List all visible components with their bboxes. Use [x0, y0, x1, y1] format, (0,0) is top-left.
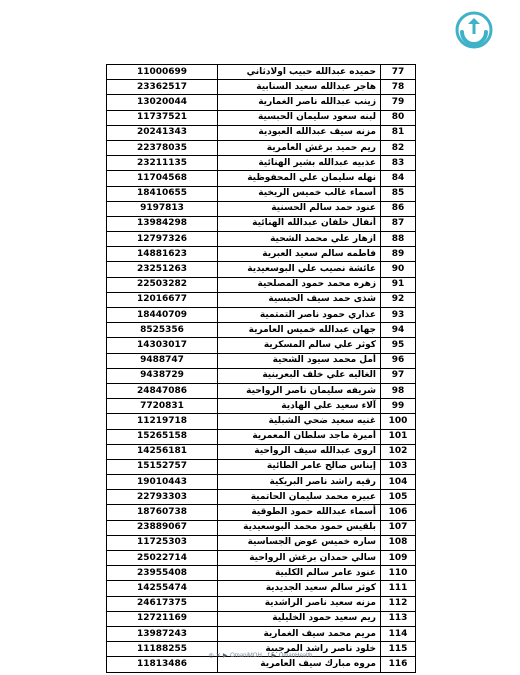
table-row — [107, 459, 416, 474]
table-row — [107, 596, 416, 611]
civil-id-cell: 14881623 — [107, 247, 218, 262]
civil-id-cell: 11725303 — [107, 535, 218, 550]
civil-id-cell: 13987243 — [107, 626, 218, 641]
civil-id-cell: 11737521 — [107, 110, 218, 125]
row-number-cell: 110 — [381, 566, 416, 581]
table-row — [107, 520, 416, 535]
row-number-cell: 113 — [381, 611, 416, 626]
row-number-cell: 101 — [381, 429, 416, 444]
name-cell: خلود ناصر راشد المرجبية — [218, 642, 381, 657]
civil-id-cell: 8525356 — [107, 323, 218, 338]
table-row — [107, 277, 416, 292]
row-number-cell: 80 — [381, 110, 416, 125]
name-cell: إيناس صالح عامر الطائية — [218, 459, 381, 474]
name-cell: مروه مبارك سيف العامرية — [218, 657, 381, 672]
row-number-cell: 82 — [381, 140, 416, 155]
name-cell: عذبيه عبدالله بشير الهنائية — [218, 156, 381, 171]
row-number-cell: 88 — [381, 232, 416, 247]
name-cell: فاطمه سالم سعيد العبرية — [218, 247, 381, 262]
instagram-icon: ◎ — [208, 653, 214, 659]
name-cell: شريفه سليمان ناصر الرواحية — [218, 383, 381, 398]
row-number-cell: 103 — [381, 459, 416, 474]
civil-id-cell: 14255474 — [107, 581, 218, 596]
civil-id-cell: 20241343 — [107, 125, 218, 140]
table-row — [107, 383, 416, 398]
name-cell: كوثر علي سالم المسكرية — [218, 338, 381, 353]
table-row — [107, 110, 416, 125]
civil-id-cell: 22503282 — [107, 277, 218, 292]
row-number-cell: 89 — [381, 247, 416, 262]
row-number-cell: 114 — [381, 626, 416, 641]
civil-id-cell: 15152757 — [107, 459, 218, 474]
table-row — [107, 368, 416, 383]
civil-id-cell: 18410655 — [107, 186, 218, 201]
row-number-cell: 78 — [381, 80, 416, 95]
table-row — [107, 216, 416, 231]
civil-id-cell: 9488747 — [107, 353, 218, 368]
name-cell: اروى عبدالله سيف الرواحية — [218, 444, 381, 459]
name-cell: عائشة نصيب علي البوسعيدية — [218, 262, 381, 277]
name-cell: مريم محمد سيف الغمارية — [218, 626, 381, 641]
table-row — [107, 65, 416, 80]
name-cell: مزنه سيف عبدالله العبودية — [218, 125, 381, 140]
civil-id-cell: 13984298 — [107, 216, 218, 231]
civil-id-cell: 11000699 — [107, 65, 218, 80]
table-row — [107, 657, 416, 672]
row-number-cell: 95 — [381, 338, 416, 353]
table-row — [107, 171, 416, 186]
name-cell: عنود عامر سالم الكلبية — [218, 566, 381, 581]
civil-id-cell: 18440709 — [107, 308, 218, 323]
name-cell: أنفال خلفان عبدالله الهنائية — [218, 216, 381, 231]
table-row — [107, 308, 416, 323]
civil-id-cell: 25022714 — [107, 551, 218, 566]
civil-id-cell: 14303017 — [107, 338, 218, 353]
row-number-cell: 81 — [381, 125, 416, 140]
table-row — [107, 232, 416, 247]
row-number-cell: 87 — [381, 216, 416, 231]
table-row — [107, 353, 416, 368]
name-cell: هاجر عبدالله سعيد السنابية — [218, 80, 381, 95]
row-number-cell: 115 — [381, 642, 416, 657]
name-cell: آلاء سعيد علي الهادية — [218, 399, 381, 414]
civil-id-cell: 23889067 — [107, 520, 218, 535]
civil-id-cell: 19010443 — [107, 475, 218, 490]
name-cell: زينب عبدالله ناصر الغمارية — [218, 95, 381, 110]
row-number-cell: 77 — [381, 65, 416, 80]
youtube-icon: ▶ — [222, 653, 228, 659]
row-number-cell: 86 — [381, 201, 416, 216]
civil-id-cell: 24847086 — [107, 383, 218, 398]
table-row — [107, 95, 416, 110]
table-row — [107, 80, 416, 95]
civil-id-cell: 7720831 — [107, 399, 218, 414]
name-cell: أميرة ماجد سلطان المعمرية — [218, 429, 381, 444]
civil-id-cell: 23955408 — [107, 566, 218, 581]
table-row — [107, 338, 416, 353]
row-number-cell: 84 — [381, 171, 416, 186]
civil-id-cell: 11813486 — [107, 657, 218, 672]
table-row — [107, 125, 416, 140]
table-row — [107, 566, 416, 581]
name-cell: عنود حمد سالم الحسنية — [218, 201, 381, 216]
civil-id-cell: 12797326 — [107, 232, 218, 247]
table-row — [107, 262, 416, 277]
row-number-cell: 98 — [381, 383, 416, 398]
table-row — [107, 611, 416, 626]
name-cell: ازهار علي محمد الشحية — [218, 232, 381, 247]
name-cell: عبيره محمد سليمان الحاتمية — [218, 490, 381, 505]
civil-id-cell: 22378035 — [107, 140, 218, 155]
name-cell: ريم حميد برغش العامرية — [218, 140, 381, 155]
civil-id-cell: 14256181 — [107, 444, 218, 459]
civil-id-cell: 24617375 — [107, 596, 218, 611]
civil-id-cell: 15265158 — [107, 429, 218, 444]
table-row — [107, 444, 416, 459]
name-cell: ساره خميس عوض الجساسية — [218, 535, 381, 550]
name-cell: جهان عبدالله خميس العامرية — [218, 323, 381, 338]
civil-id-cell: 12721169 — [107, 611, 218, 626]
row-number-cell: 102 — [381, 444, 416, 459]
name-cell: كوثر سالم سعيد الجديدية — [218, 581, 381, 596]
table-row — [107, 429, 416, 444]
row-number-cell: 83 — [381, 156, 416, 171]
name-cell: بلقيس حمود محمد البوسعيدية — [218, 520, 381, 535]
row-number-cell: 105 — [381, 490, 416, 505]
row-number-cell: 94 — [381, 323, 416, 338]
x-icon: ✕ — [215, 653, 221, 659]
row-number-cell: 104 — [381, 475, 416, 490]
civil-id-cell: 13020044 — [107, 95, 218, 110]
row-number-cell: 111 — [381, 581, 416, 596]
row-number-cell: 93 — [381, 308, 416, 323]
civil-id-cell: 11219718 — [107, 414, 218, 429]
name-cell: زهره محمد حمود المصلحية — [218, 277, 381, 292]
name-cell: أسماء غالب خميس الريخية — [218, 186, 381, 201]
records-table — [106, 64, 416, 673]
name-cell: ريم سعيد حمود الخليلية — [218, 611, 381, 626]
table-row — [107, 186, 416, 201]
name-cell: الغاليه علي خلف البعرينية — [218, 368, 381, 383]
table-row — [107, 551, 416, 566]
civil-id-cell: 9438729 — [107, 368, 218, 383]
footer — [0, 652, 520, 659]
table-row — [107, 323, 416, 338]
records-table-container — [106, 64, 416, 673]
row-number-cell: 106 — [381, 505, 416, 520]
row-number-cell: 99 — [381, 399, 416, 414]
row-number-cell: 112 — [381, 596, 416, 611]
row-number-cell: 92 — [381, 292, 416, 307]
video-icon: ▶ — [271, 653, 277, 659]
footer-handle-primary: OmaniMOH — [230, 653, 262, 659]
row-number-cell: 100 — [381, 414, 416, 429]
table-row — [107, 475, 416, 490]
row-number-cell: 116 — [381, 657, 416, 672]
name-cell: غنيه سعيد ضحي الشبلية — [218, 414, 381, 429]
row-number-cell: 91 — [381, 277, 416, 292]
name-cell: سالي حمدان برغش الرواحية — [218, 551, 381, 566]
table-row — [107, 626, 416, 641]
civil-id-cell: 11188255 — [107, 642, 218, 657]
civil-id-cell: 23362517 — [107, 80, 218, 95]
footer-handle-secondary: OmanHealth — [278, 653, 313, 659]
name-cell: مزنه سعيد ناصر الراشدية — [218, 596, 381, 611]
civil-id-cell: 9197813 — [107, 201, 218, 216]
table-row — [107, 581, 416, 596]
row-number-cell: 109 — [381, 551, 416, 566]
name-cell: حميده عبدالله حبيب اولادثاني — [218, 65, 381, 80]
row-number-cell: 96 — [381, 353, 416, 368]
table-row — [107, 414, 416, 429]
table-row — [107, 140, 416, 155]
table-row — [107, 399, 416, 414]
name-cell: لبنه سعود سليمان الحبسية — [218, 110, 381, 125]
civil-id-cell: 22793303 — [107, 490, 218, 505]
civil-id-cell: 18760738 — [107, 505, 218, 520]
ministry-of-health-logo-icon — [454, 10, 494, 50]
name-cell: نهله سليمان علي المحفوظية — [218, 171, 381, 186]
name-cell: أمل محمد سيود الشحية — [218, 353, 381, 368]
table-row — [107, 247, 416, 262]
table-row — [107, 535, 416, 550]
table-row — [107, 201, 416, 216]
row-number-cell: 108 — [381, 535, 416, 550]
records-table-body — [107, 65, 416, 673]
row-number-cell: 97 — [381, 368, 416, 383]
table-row — [107, 292, 416, 307]
table-row — [107, 505, 416, 520]
name-cell: رقيه راشد ناصر البريكية — [218, 475, 381, 490]
row-number-cell: 107 — [381, 520, 416, 535]
facebook-icon: f — [267, 653, 270, 659]
name-cell: شذى حمد سيف الحبسية — [218, 292, 381, 307]
civil-id-cell: 12016677 — [107, 292, 218, 307]
civil-id-cell: 23211135 — [107, 156, 218, 171]
table-row — [107, 490, 416, 505]
row-number-cell: 79 — [381, 95, 416, 110]
row-number-cell: 90 — [381, 262, 416, 277]
row-number-cell: 85 — [381, 186, 416, 201]
table-row — [107, 156, 416, 171]
civil-id-cell: 23251263 — [107, 262, 218, 277]
civil-id-cell: 11704568 — [107, 171, 218, 186]
name-cell: أسماء عبدالله حمود الطوقية — [218, 505, 381, 520]
name-cell: عذاري حمود ناصر التمتمية — [218, 308, 381, 323]
